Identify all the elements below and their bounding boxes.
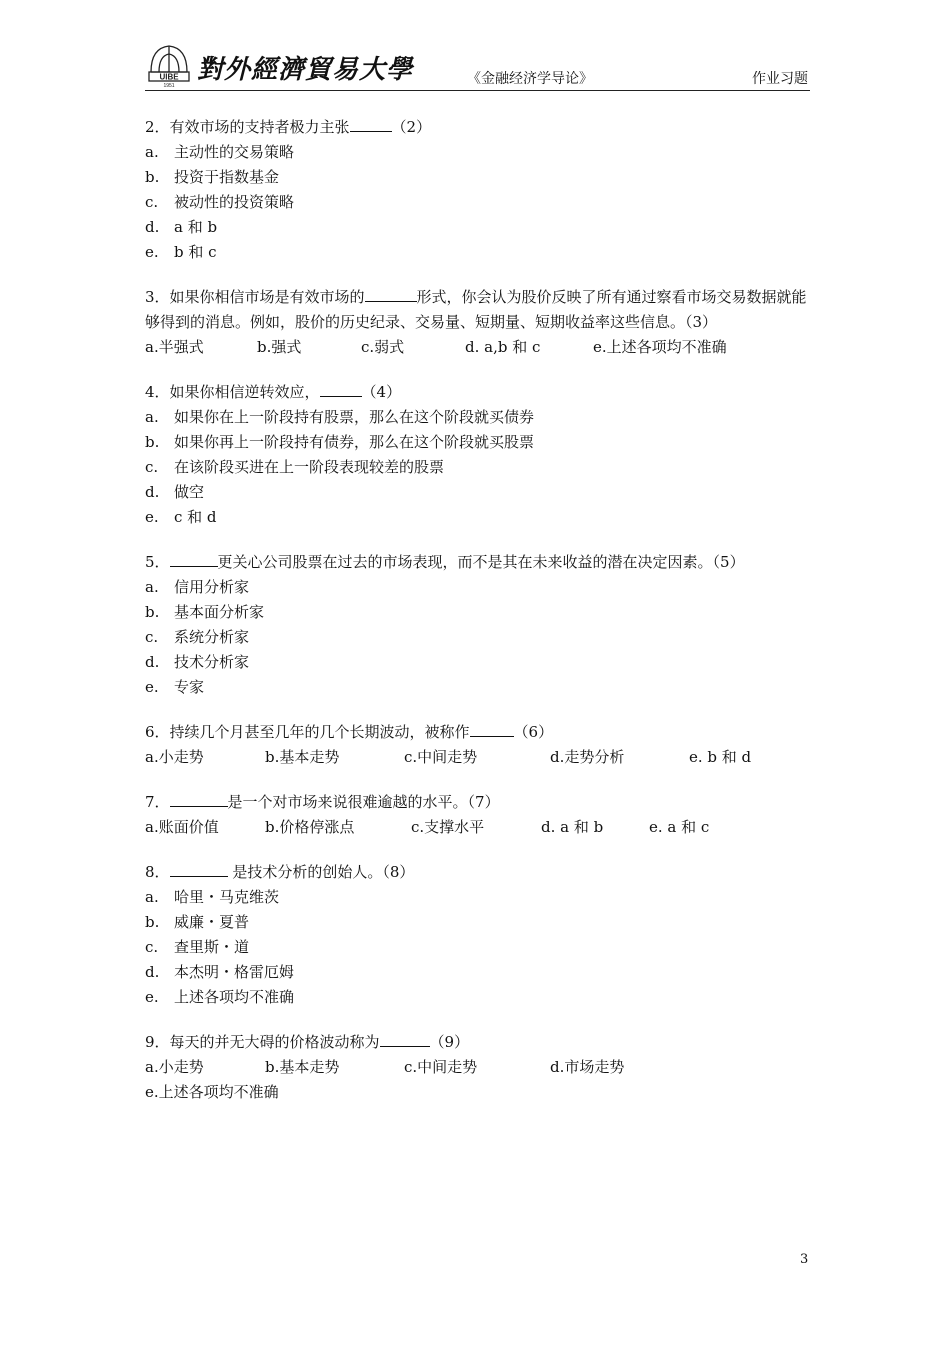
page-header xyxy=(145,40,810,91)
question-stem xyxy=(145,380,815,405)
answer-blank xyxy=(320,381,362,397)
question-stem xyxy=(145,285,815,335)
svg-text:1951: 1951 xyxy=(163,83,175,88)
question-stem xyxy=(145,790,815,815)
option-a: a.半强式 xyxy=(145,338,204,356)
option-c xyxy=(145,455,815,480)
question-stem xyxy=(145,1030,815,1055)
stem-text: 4．如果你相信逆转效应， xyxy=(145,383,320,401)
stem-text: 5． xyxy=(145,553,170,571)
option-letter: c. xyxy=(145,938,159,956)
option-letter: b. xyxy=(145,913,160,931)
option-letter: a. xyxy=(145,143,159,161)
option-d xyxy=(145,215,815,240)
option-text: 基本面分析家 xyxy=(174,603,265,621)
option-e: e.上述各项均不准确 xyxy=(593,338,727,356)
option-c: c.中间走势 xyxy=(404,748,478,766)
option-text: b 和 c xyxy=(174,243,217,261)
option-d: d.走势分析 xyxy=(550,748,625,766)
option-letter: a. xyxy=(145,888,159,906)
inline-options xyxy=(145,335,815,360)
option-b: b.价格停涨点 xyxy=(265,818,355,836)
svg-text:UIBE: UIBE xyxy=(159,72,179,82)
answer-blank xyxy=(170,791,228,807)
option-text: 被动性的投资策略 xyxy=(174,193,295,211)
option-text: 投资于指数基金 xyxy=(174,168,280,186)
stem-text: 是一个对市场来说很难逾越的水平。（7） xyxy=(227,793,500,811)
option-text: a 和 b xyxy=(174,218,218,236)
stem-text: （9） xyxy=(429,1033,470,1051)
option-a xyxy=(145,405,815,430)
answer-blank xyxy=(350,116,392,132)
question-list xyxy=(145,115,815,1125)
option-e xyxy=(145,985,815,1010)
option-a: a.小走势 xyxy=(145,748,204,766)
university-logo xyxy=(145,42,193,88)
option-letter: c. xyxy=(145,458,159,476)
option-e xyxy=(145,505,815,530)
option-text: 查里斯・道 xyxy=(174,938,250,956)
option-letter: e. xyxy=(145,678,159,696)
option-text: 信用分析家 xyxy=(174,578,250,596)
option-letter: e. xyxy=(145,243,159,261)
option-c xyxy=(145,625,815,650)
stem-text: （6） xyxy=(513,723,554,741)
question-7 xyxy=(145,790,815,840)
stem-text: 8． xyxy=(145,863,170,881)
option-text: 上述各项均不准确 xyxy=(174,988,295,1006)
option-letter: e. xyxy=(145,988,159,1006)
option-b: b.基本走势 xyxy=(265,1058,340,1076)
option-text: 如果你在上一阶段持有股票，那么在这个阶段就买债券 xyxy=(174,408,535,426)
inline-options xyxy=(145,745,815,770)
answer-blank xyxy=(365,286,417,302)
stem-text: 7． xyxy=(145,793,170,811)
option-letter: b. xyxy=(145,168,160,186)
option-b: b.强式 xyxy=(257,338,302,356)
option-e xyxy=(145,675,815,700)
option-e: e.上述各项均不准确 xyxy=(145,1083,279,1101)
option-a xyxy=(145,575,815,600)
option-letter: d. xyxy=(145,653,160,671)
option-text: 技术分析家 xyxy=(174,653,250,671)
option-letter: d. xyxy=(145,483,160,501)
question-6 xyxy=(145,720,815,770)
option-b xyxy=(145,165,815,190)
university-name: 對外經濟貿易大學 xyxy=(197,55,414,85)
answer-blank xyxy=(170,551,218,567)
answer-blank xyxy=(380,1031,430,1047)
option-b: b.基本走势 xyxy=(265,748,340,766)
option-e xyxy=(145,240,815,265)
question-2 xyxy=(145,115,815,265)
answer-blank xyxy=(470,721,514,737)
inline-options xyxy=(145,1055,815,1080)
question-4 xyxy=(145,380,815,530)
option-letter: b. xyxy=(145,603,160,621)
option-a xyxy=(145,140,815,165)
option-a: a.小走势 xyxy=(145,1058,204,1076)
option-d xyxy=(145,480,815,505)
option-c xyxy=(145,935,815,960)
option-text: 专家 xyxy=(174,678,205,696)
course-title: 《金融经济学导论》 xyxy=(467,71,593,87)
question-5 xyxy=(145,550,815,700)
option-c: c.支撑水平 xyxy=(411,818,485,836)
option-text: c 和 d xyxy=(174,508,217,526)
option-e: e. b 和 d xyxy=(689,748,752,766)
page-number: 3 xyxy=(800,1252,809,1267)
stem-text: 9．每天的并无大碍的价格波动称为 xyxy=(145,1033,380,1051)
option-c: c.中间走势 xyxy=(404,1058,478,1076)
option-text: 做空 xyxy=(174,483,205,501)
option-b xyxy=(145,600,815,625)
question-stem xyxy=(145,720,815,745)
option-letter: c. xyxy=(145,628,159,646)
stem-text: （2） xyxy=(391,118,432,136)
option-d: d.市场走势 xyxy=(550,1058,625,1076)
option-letter: a. xyxy=(145,408,159,426)
option-a xyxy=(145,885,815,910)
option-text: 如果你再上一阶段持有债券，那么在这个阶段就买股票 xyxy=(174,433,535,451)
option-text: 哈里・马克维茨 xyxy=(174,888,280,906)
option-text: 本杰明・格雷厄姆 xyxy=(174,963,295,981)
option-letter: d. xyxy=(145,963,160,981)
option-letter: a. xyxy=(145,578,159,596)
question-stem xyxy=(145,115,815,140)
stem-text: 3．如果你相信市场是有效市场的 xyxy=(145,288,365,306)
question-3 xyxy=(145,285,815,360)
question-9 xyxy=(145,1030,815,1105)
question-stem xyxy=(145,860,815,885)
stem-text: 形式，你会认为股价反映了所有通过察看市场交易数据就能够得到的消息。例如，股价的历史纪录、交易量、短期量、短期收益率这些信息。（3） xyxy=(145,288,807,331)
option-d: d. a 和 b xyxy=(541,818,604,836)
answer-blank xyxy=(170,861,228,877)
option-text: 系统分析家 xyxy=(174,628,250,646)
stem-text: （4） xyxy=(361,383,402,401)
option-a: a.账面价值 xyxy=(145,818,219,836)
stem-text: 是技术分析的创始人。（8） xyxy=(227,863,415,881)
inline-options xyxy=(145,815,815,840)
option-letter: c. xyxy=(145,193,159,211)
homework-label: 作业习题 xyxy=(752,71,808,87)
option-text: 在该阶段买进在上一阶段表现较差的股票 xyxy=(174,458,445,476)
option-text: 主动性的交易策略 xyxy=(174,143,295,161)
question-8 xyxy=(145,860,815,1010)
stem-text: 更关心公司股票在过去的市场表现，而不是其在未来收益的潜在决定因素。（5） xyxy=(217,553,745,571)
stem-text: 6．持续几个月甚至几年的几个长期波动，被称作 xyxy=(145,723,470,741)
option-letter: d. xyxy=(145,218,160,236)
option-letter: b. xyxy=(145,433,160,451)
question-stem xyxy=(145,550,815,575)
option-d xyxy=(145,650,815,675)
option-c xyxy=(145,190,815,215)
option-e: e. a 和 c xyxy=(649,818,710,836)
option-b xyxy=(145,910,815,935)
option-text: 威廉・夏普 xyxy=(174,913,250,931)
stem-text: 2．有效市场的支持者极力主张 xyxy=(145,118,350,136)
option-b xyxy=(145,430,815,455)
option-d: d. a,b 和 c xyxy=(465,338,541,356)
option-d xyxy=(145,960,815,985)
option-c: c.弱式 xyxy=(361,338,405,356)
option-letter: e. xyxy=(145,508,159,526)
